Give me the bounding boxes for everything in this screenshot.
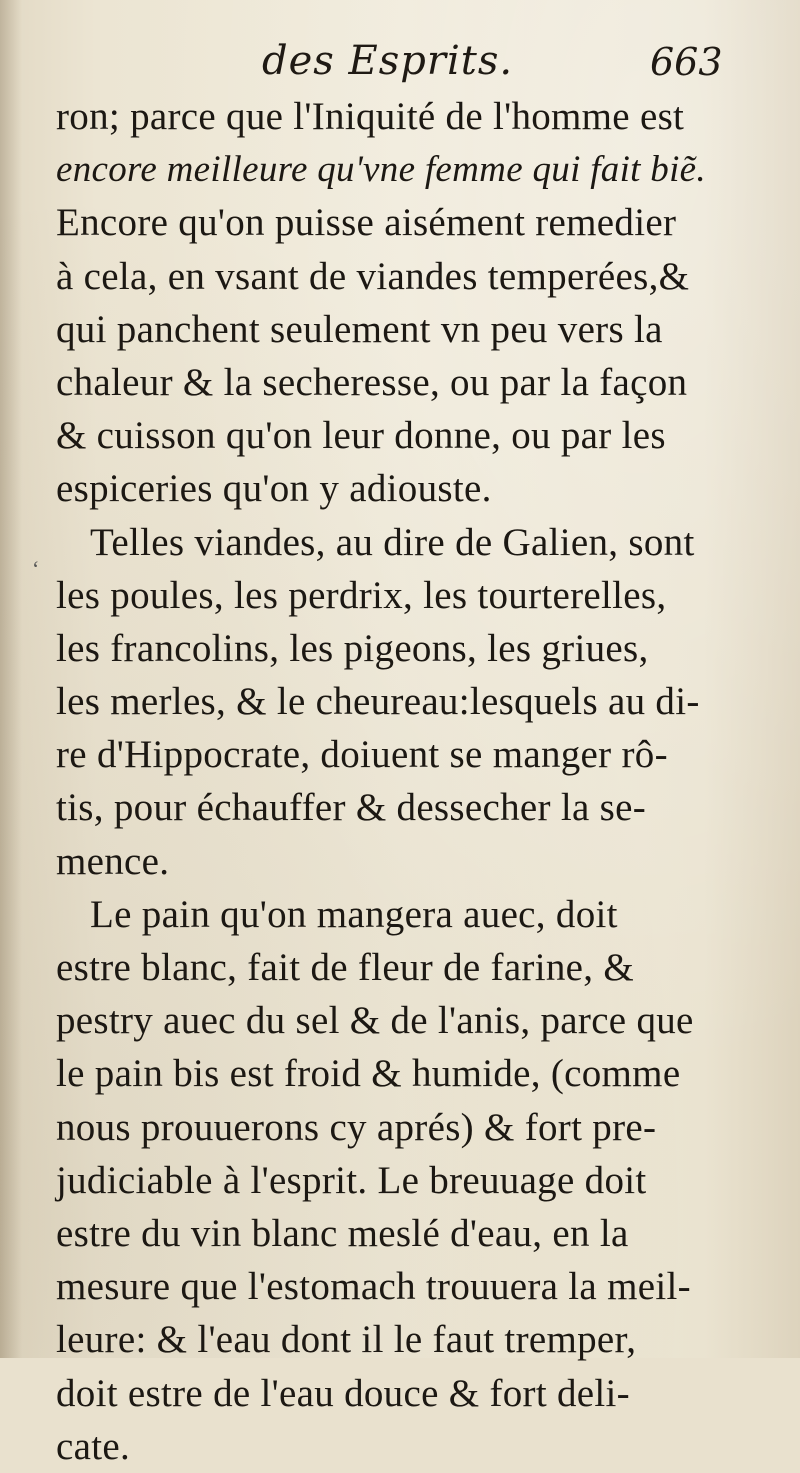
- text-line: cate.: [56, 1424, 131, 1468]
- text-line: doit estre de l'eau douce & fort deli-: [56, 1371, 630, 1415]
- text-line: à cela, en vsant de viandes temperées,&: [56, 254, 690, 298]
- text-line: Encore qu'on puisse aisément remedier: [56, 201, 677, 245]
- text-line: qui panchent seulement vn peu vers la: [56, 307, 663, 351]
- text-line: chaleur & la secheresse, ou par la façon: [56, 360, 688, 404]
- text-line: les merles, & le cheureau:lesquels au di-: [56, 680, 700, 724]
- text-line: re d'Hippocrate, doiuent se manger rô-: [56, 733, 668, 777]
- text-line: les poules, les perdrix, les tourterelles,: [56, 573, 667, 617]
- text-line: judiciable à l'esprit. Le breuuage doit: [56, 1158, 647, 1202]
- body-text: [56, 90, 736, 1473]
- page-number: 663: [650, 40, 723, 84]
- page-gutter-shadow: [0, 0, 22, 1358]
- text-line: ron; parce que l'Iniquité de l'homme est: [56, 95, 685, 138]
- text-line: Telles viandes, au dire de Galien, sont: [90, 520, 695, 564]
- text-line: Le pain qu'on mangera auec, doit: [90, 892, 618, 936]
- text-line: estre blanc, fait de fleur de farine, &: [56, 946, 634, 989]
- text-line: encore meilleure qu'vne femme qui fait biẽ.: [56, 149, 706, 191]
- running-head: [0, 28, 800, 98]
- text-line: nous prouuerons cy aprés) & fort pre-: [56, 1105, 657, 1149]
- text-line: mence.: [56, 839, 170, 883]
- text-line: & cuisson qu'on leur donne, ou par les: [56, 414, 666, 458]
- text-line: leure: & l'eau dont il le faut tremper,: [56, 1318, 637, 1362]
- running-head-title: des Esprits.: [262, 38, 514, 84]
- text-line: estre du vin blanc meslé d'eau, en la: [56, 1211, 629, 1255]
- text-line: les francolins, les pigeons, les griues,: [56, 626, 649, 670]
- text-line: espiceries qu'on y adiouste.: [56, 467, 492, 511]
- text-line: pestry auec du sel & de l'anis, parce que: [56, 999, 694, 1043]
- text-line: le pain bis est froid & humide, (comme: [56, 1052, 681, 1096]
- text-line: mesure que l'estomach trouuera la meil-: [56, 1265, 691, 1309]
- text-line: tis, pour échauffer & dessecher la se-: [56, 786, 647, 830]
- margin-mark: ‘: [32, 556, 40, 581]
